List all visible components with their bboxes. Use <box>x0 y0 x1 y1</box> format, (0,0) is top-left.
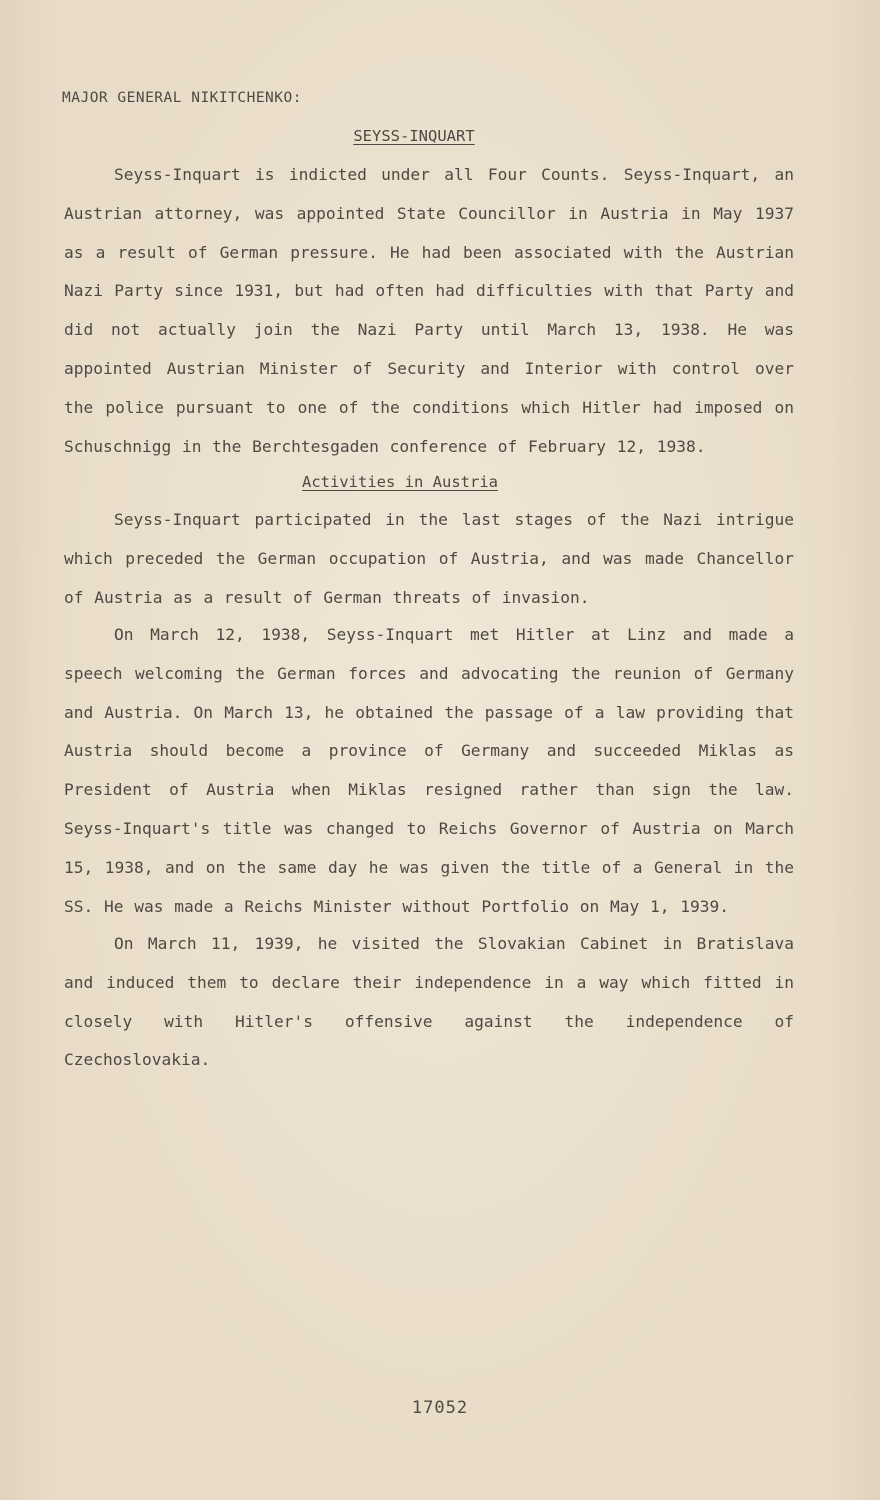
paragraph-occupation: Seyss-Inquart participated in the last stages of the Nazi intrigue which preceded the German occupation of Austria, and was made Chancellor of Austria as a result of German threats of invasion. <box>64 510 794 607</box>
section-heading: Activities in Austria <box>302 473 498 491</box>
page-number: 17052 <box>411 1398 469 1418</box>
document-title: SEYSS-INQUART <box>353 127 475 145</box>
speaker-label: MAJOR GENERAL NIKITCHENKO: <box>62 90 302 106</box>
paragraph-slovakia: On March 11, 1939, he visited the Slovakian Cabinet in Bratislava and induced them to declare their independence in a way which fitted in closely with Hitler's offensive against the independence of Czechoslovakia. <box>64 934 794 1070</box>
paragraph-intro: Seyss-Inquart is indicted under all Four Counts. Seyss-Inquart, an Austrian attorney, was appointed State Councillor in Austria in May 1937 as a result of German pressure. He had been associated with the Austrian Nazi Party since 1931, but had often had difficulties with that Party and did not actually join the Nazi Party until March 13, 1938. He was appointed Austrian Minister of Security and Interior with control over the police pursuant to one of the conditions which Hitler had imposed on Schuschnigg in the Berchtesgaden conference of February 12, 1938. <box>64 165 794 456</box>
paragraph-linz: On March 12, 1938, Seyss-Inquart met Hitler at Linz and made a speech welcoming the German forces and advocating the reunion of Germany and Austria. On March 13, he obtained the passage of a law providing that Austria should become a province of Germany and succeeded Miklas as President of Austria when Miklas resigned rather than sign the law. Seyss-Inquart's title was changed to Reichs Governor of Austria on March 15, 1938, and on the same day he was given the title of a General in the SS. He was made a Reichs Minister without Portfolio on May 1, 1939. <box>64 625 794 916</box>
